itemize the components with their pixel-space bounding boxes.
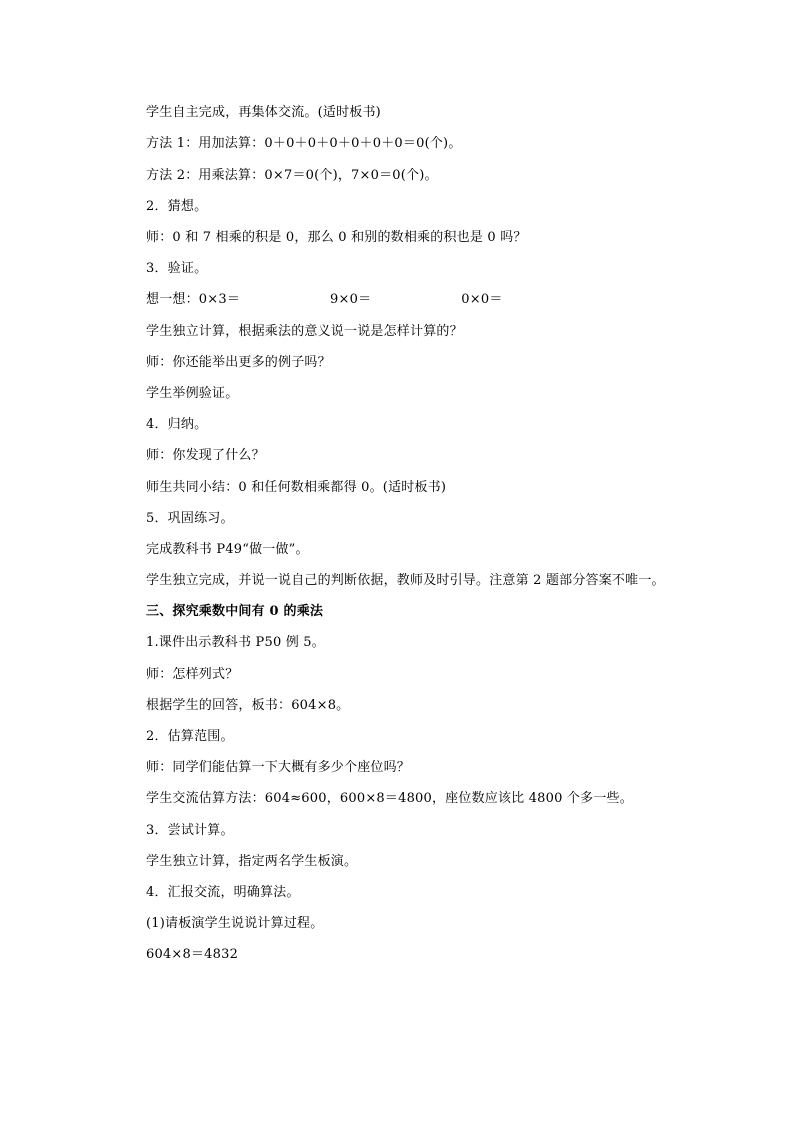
section-heading: 4．归纳。 bbox=[146, 417, 208, 432]
section-heading: 3．验证。 bbox=[146, 261, 208, 276]
paragraph-line: 学生独立计算，指定两名学生板演。 bbox=[146, 854, 358, 869]
paragraph-line: 方法 2：用乘法算：0×7＝0(个)，7×0＝0(个)。 bbox=[146, 168, 438, 183]
section-heading: 2．猜想。 bbox=[146, 199, 208, 214]
paragraph-line: 完成教科书 P49“做一做”。 bbox=[146, 542, 309, 557]
paragraph-line: 学生独立完成，并说一说自己的判断依据，教师及时引导。注意第 2 题部分答案不唯一。 bbox=[146, 573, 665, 588]
section-heading: 5．巩固练习。 bbox=[146, 511, 234, 526]
chapter-heading: 三、探究乘数中间有 0 的乘法 bbox=[146, 604, 324, 619]
equation-line: 604×8＝4832 bbox=[146, 947, 239, 962]
paragraph-line: (1)请板演学生说说计算过程。 bbox=[146, 916, 324, 931]
paragraph-line: 师：你发现了什么？ bbox=[146, 448, 265, 463]
paragraph-line: 师：0 和 7 相乘的积是 0，那么 0 和别的数相乘的积也是 0 吗？ bbox=[146, 230, 527, 245]
paragraph-line: 方法 1：用加法算：0＋0＋0＋0＋0＋0＋0＝0(个)。 bbox=[146, 136, 462, 151]
section-heading: 4．汇报交流，明确算法。 bbox=[146, 885, 300, 900]
exercise-item-2: 9×0＝ bbox=[330, 292, 372, 307]
paragraph-line: 学生独立计算，根据乘法的意义说一说是怎样计算的？ bbox=[146, 324, 463, 339]
exercise-item-3: 0×0＝ bbox=[461, 292, 503, 307]
exercise-item-1: 想一想：0×3＝ bbox=[146, 292, 241, 307]
paragraph-line: 师生共同小结：0 和任何数相乘都得 0。(适时板书) bbox=[146, 480, 447, 495]
section-heading: 3．尝试计算。 bbox=[146, 823, 234, 838]
paragraph-line: 师：你还能举出更多的例子吗？ bbox=[146, 355, 331, 370]
exercise-line bbox=[146, 292, 503, 308]
paragraph-line: 学生自主完成，再集体交流。(适时板书) bbox=[146, 105, 381, 120]
paragraph-line: 根据学生的回答，板书：604×8。 bbox=[146, 698, 350, 713]
paragraph-line: 学生交流估算方法：604≈600，600×8＝4800，座位数应该比 4800 个多一些。 bbox=[146, 791, 633, 806]
paragraph-line: 师：怎样列式？ bbox=[146, 667, 239, 682]
paragraph-line: 1.课件出示教科书 P50 例 5。 bbox=[146, 635, 325, 650]
section-heading: 2．估算范围。 bbox=[146, 729, 234, 744]
paragraph-line: 学生举例验证。 bbox=[146, 386, 239, 401]
paragraph-line: 师：同学们能估算一下大概有多少个座位吗？ bbox=[146, 760, 411, 775]
